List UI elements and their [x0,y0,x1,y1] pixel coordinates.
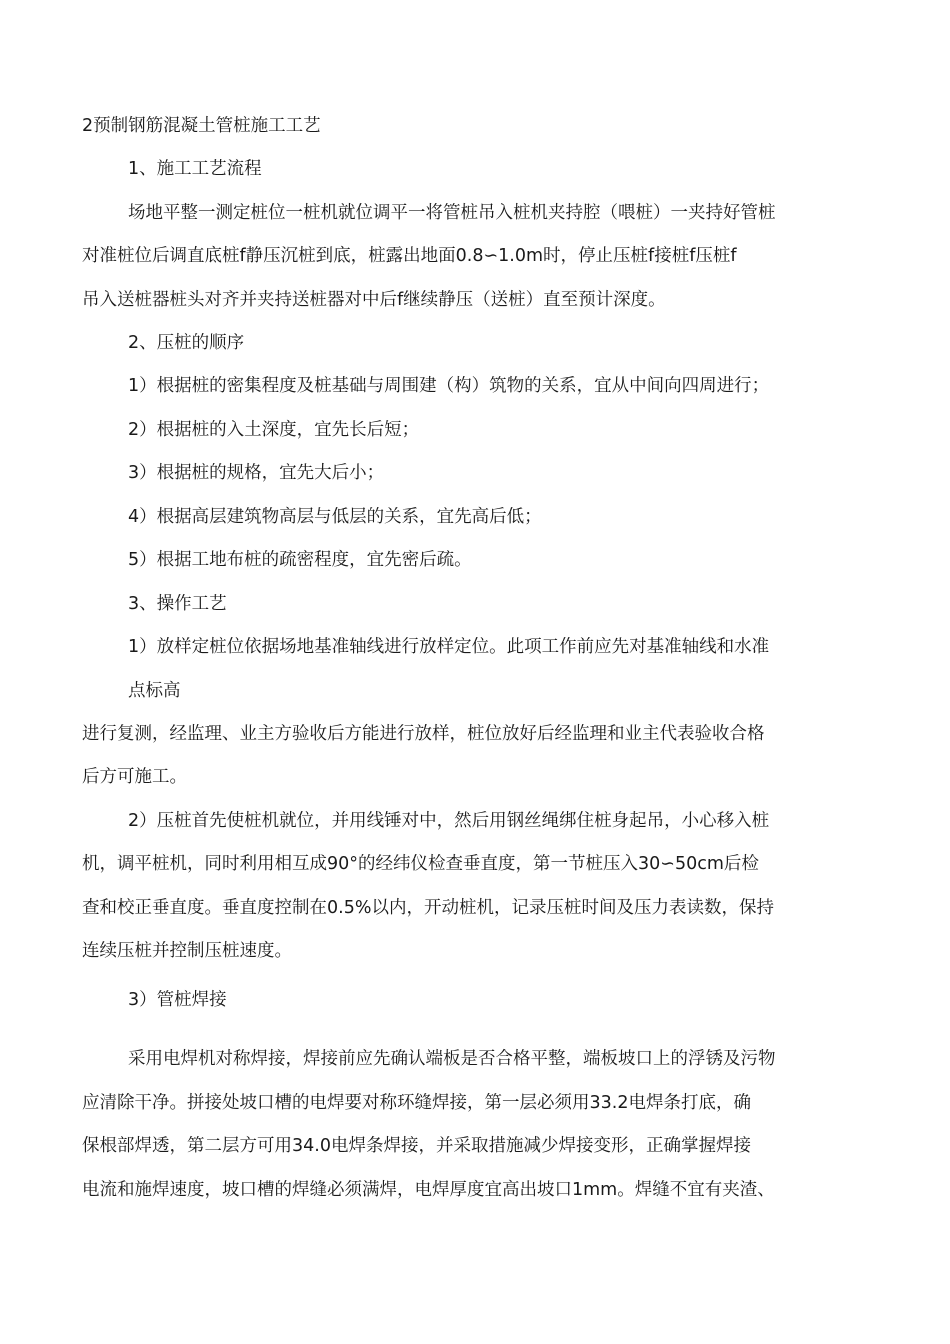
process-text-line-1: 场地平整一测定桩位一桩机就位调平一将管桩吊入桩机夹持腔（喂桩）一夹持好管桩 [128,203,776,223]
operation-item2-line-4: 连续压桩并控制压桩速度。 [82,941,292,961]
operation-item1-line-2: 点标高 [128,681,181,701]
operation-item3-line-2: 应清除干净。拼接处坡口槽的电焊要对称环缝焊接，第一层必须用33.2电焊条打底，确 [82,1093,751,1113]
section-title-process: 1、施工工艺流程 [128,159,262,179]
section-title-operation: 3、操作工艺 [128,594,227,614]
operation-item2-line-3: 查和校正垂直度。垂直度控制在0.5%以内，开动桩机，记录压桩时间及压力表读数，保持 [82,898,774,918]
operation-item3-title: 3）管桩焊接 [128,990,227,1010]
operation-item3-line-4: 电流和施焊速度，坡口槽的焊缝必须满焊，电焊厚度宜高出坡口1mm。焊缝不宜有夹渣、 [82,1180,775,1200]
order-item-4: 4）根据高层建筑物高层与低层的关系，宜先高后低； [128,507,542,527]
operation-item1-line-3: 进行复测，经监理、业主方验收后方能进行放样，桩位放好后经监理和业主代表验收合格 [82,724,765,744]
operation-item1-line-1: 1）放样定桩位依据场地基准轴线进行放样定位。此项工作前应先对基准轴线和水准 [128,637,770,657]
process-text-line-3: 吊入送桩器桩头对齐并夹持送桩器对中后f继续静压（送桩）直至预计深度。 [82,290,666,310]
order-item-2: 2）根据桩的入土深度，宜先长后短； [128,420,420,440]
process-text-line-2: 对准桩位后调直底桩f静压沉桩到底，桩露出地面0.8∽1.0m时，停止压桩f接桩f压桩f [82,246,737,266]
section-title-order: 2、压桩的顺序 [128,333,245,353]
operation-item2-line-2: 机，调平桩机，同时利用相互成90°的经纬仪检查垂直度，第一节桩压入30∽50cm后检 [82,854,759,874]
operation-item2-line-1: 2）压桩首先使桩机就位，并用线锤对中，然后用钢丝绳绑住桩身起吊，小心移入桩 [128,811,770,831]
operation-item1-line-4: 后方可施工。 [82,767,187,787]
order-item-1: 1）根据桩的密集程度及桩基础与周围建（构）筑物的关系，宜从中间向四周进行； [128,376,770,396]
document-heading: 2预制钢筋混凝土管桩施工工艺 [82,116,321,136]
operation-item3-line-1: 采用电焊机对称焊接，焊接前应先确认端板是否合格平整，端板坡口上的浮锈及污物 [128,1049,776,1069]
order-item-5: 5）根据工地布桩的疏密程度，宜先密后疏。 [128,550,472,570]
order-item-3: 3）根据桩的规格，宜先大后小； [128,463,385,483]
operation-item3-line-3: 保根部焊透，第二层方可用34.0电焊条焊接，并采取措施减少焊接变形，正确掌握焊接 [82,1136,751,1156]
